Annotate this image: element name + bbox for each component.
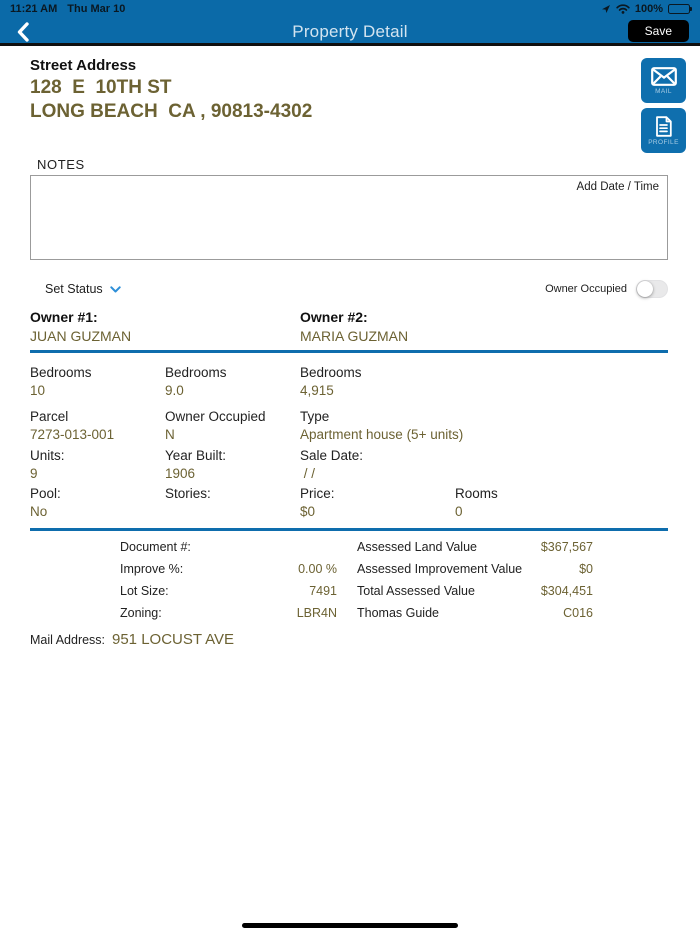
mail-address-row	[30, 631, 234, 648]
assessment-value: $304,451	[540, 584, 593, 598]
page-title: Property Detail	[292, 21, 408, 41]
property-details-grid	[30, 364, 670, 521]
address-line-2: LONG BEACH CA , 90813-4302	[30, 101, 313, 122]
detail-value: Apartment house (5+ units)	[300, 427, 464, 442]
detail-value: 4,915	[300, 383, 334, 398]
assessment-label: Assessed Improvement Value	[357, 562, 523, 576]
status-bar	[0, 0, 700, 17]
set-status-label: Set Status	[45, 282, 103, 296]
back-button[interactable]	[10, 20, 34, 44]
assessment-label: Total Assessed Value	[357, 584, 475, 598]
assessment-value: $0	[579, 562, 593, 576]
assessment-value: 0.00 %	[298, 562, 337, 576]
notes-input[interactable]	[30, 175, 668, 260]
detail-value: $0	[300, 504, 316, 519]
detail-value: 9	[30, 466, 38, 481]
assessment-label: Thomas Guide	[357, 606, 439, 620]
detail-label: Year Built:	[165, 448, 227, 463]
detail-label: Type	[300, 409, 330, 424]
detail-value: 0	[455, 504, 463, 519]
detail-cell	[300, 447, 455, 483]
mail-address-label: Mail Address:	[30, 633, 106, 647]
action-buttons	[641, 58, 686, 153]
detail-cell	[300, 485, 455, 521]
profile-button[interactable]	[641, 108, 686, 153]
assessment-value: LBR4N	[296, 606, 337, 620]
detail-label: Bedrooms	[30, 365, 92, 380]
detail-label: Stories:	[165, 486, 211, 501]
detail-cell	[300, 408, 464, 444]
detail-cell	[30, 447, 165, 483]
wifi-icon	[616, 4, 630, 14]
header	[0, 0, 700, 46]
detail-label: Price:	[300, 486, 335, 501]
assessment-label: Lot Size:	[120, 584, 169, 598]
detail-cell	[30, 408, 165, 444]
street-address-label: Street Address	[30, 57, 137, 74]
assessment-value: C016	[563, 606, 593, 620]
nav-bar	[0, 17, 700, 46]
detail-value	[165, 503, 300, 521]
document-icon	[655, 116, 672, 137]
mail-button-label: MAIL	[655, 87, 672, 95]
notes-label: NOTES	[37, 157, 85, 172]
detail-value: / /	[300, 466, 316, 481]
owner-2	[300, 308, 408, 346]
detail-cell	[300, 364, 455, 400]
chevron-left-icon	[16, 22, 29, 42]
details-row	[30, 364, 670, 400]
assessment-label: Document #:	[120, 540, 191, 554]
detail-cell	[30, 364, 165, 400]
address-line-1: 128 E 10TH ST	[30, 77, 172, 98]
location-icon	[601, 4, 611, 14]
detail-label: Bedrooms	[300, 365, 362, 380]
assessment-table	[120, 540, 593, 628]
details-row	[30, 485, 670, 521]
owner-1-name: JUAN GUZMAN	[30, 328, 132, 344]
assessment-row	[120, 584, 593, 606]
owner-occupied-label: Owner Occupied	[545, 283, 627, 295]
assessment-row	[120, 540, 593, 562]
detail-label: Pool:	[30, 486, 61, 501]
mail-address-value: 951 LOCUST AVE	[112, 631, 235, 648]
home-indicator[interactable]	[242, 923, 458, 928]
toggle-knob	[637, 281, 653, 297]
owner-1	[30, 308, 131, 346]
detail-label: Owner Occupied	[165, 409, 266, 424]
detail-value: 7273-013-001	[30, 427, 115, 442]
mail-button[interactable]	[641, 58, 686, 103]
assessment-value: $367,567	[540, 540, 593, 554]
battery-icon	[668, 4, 690, 14]
detail-label: Parcel	[30, 409, 69, 424]
detail-value: 10	[30, 383, 46, 398]
detail-label: Units:	[30, 448, 65, 463]
set-status-button[interactable]	[45, 282, 121, 296]
date-label: Thu Mar 10	[67, 2, 126, 15]
detail-value: N	[165, 427, 175, 442]
status-row	[30, 278, 668, 300]
assessment-value: 7491	[309, 584, 337, 598]
detail-label: Sale Date:	[300, 448, 364, 463]
assessment-row	[120, 606, 593, 628]
detail-cell	[455, 485, 670, 521]
section-divider	[30, 350, 668, 353]
assessment-label: Improve %:	[120, 562, 184, 576]
detail-label: Bedrooms	[165, 365, 227, 380]
profile-button-label: PROFILE	[648, 138, 679, 146]
add-datetime-button[interactable]: Add Date / Time	[576, 181, 659, 193]
owner-2-label: Owner #2:	[300, 309, 368, 325]
chevron-down-icon	[110, 286, 121, 293]
detail-cell	[165, 364, 300, 400]
time-label: 11:21 AM	[10, 2, 58, 15]
detail-value: 1906	[165, 466, 196, 481]
owner-occupied-toggle[interactable]	[636, 280, 668, 298]
detail-cell	[30, 485, 165, 521]
details-row	[30, 408, 670, 444]
address-block	[30, 56, 312, 124]
owner-1-label: Owner #1:	[30, 309, 98, 325]
detail-cell	[165, 447, 300, 483]
save-button[interactable]: Save	[628, 20, 689, 42]
detail-cell	[165, 485, 300, 521]
envelope-icon	[651, 67, 677, 86]
assessment-label: Zoning:	[120, 606, 162, 620]
owner-2-name: MARIA GUZMAN	[300, 328, 409, 344]
assessment-label: Assessed Land Value	[357, 540, 477, 554]
battery-percent: 100%	[634, 2, 663, 15]
detail-value: No	[30, 504, 48, 519]
assessment-row	[120, 562, 593, 584]
detail-cell	[165, 408, 300, 444]
detail-value: 9.0	[165, 383, 184, 398]
section-divider	[30, 528, 668, 531]
detail-label: Rooms	[455, 486, 498, 501]
details-row	[30, 447, 670, 483]
